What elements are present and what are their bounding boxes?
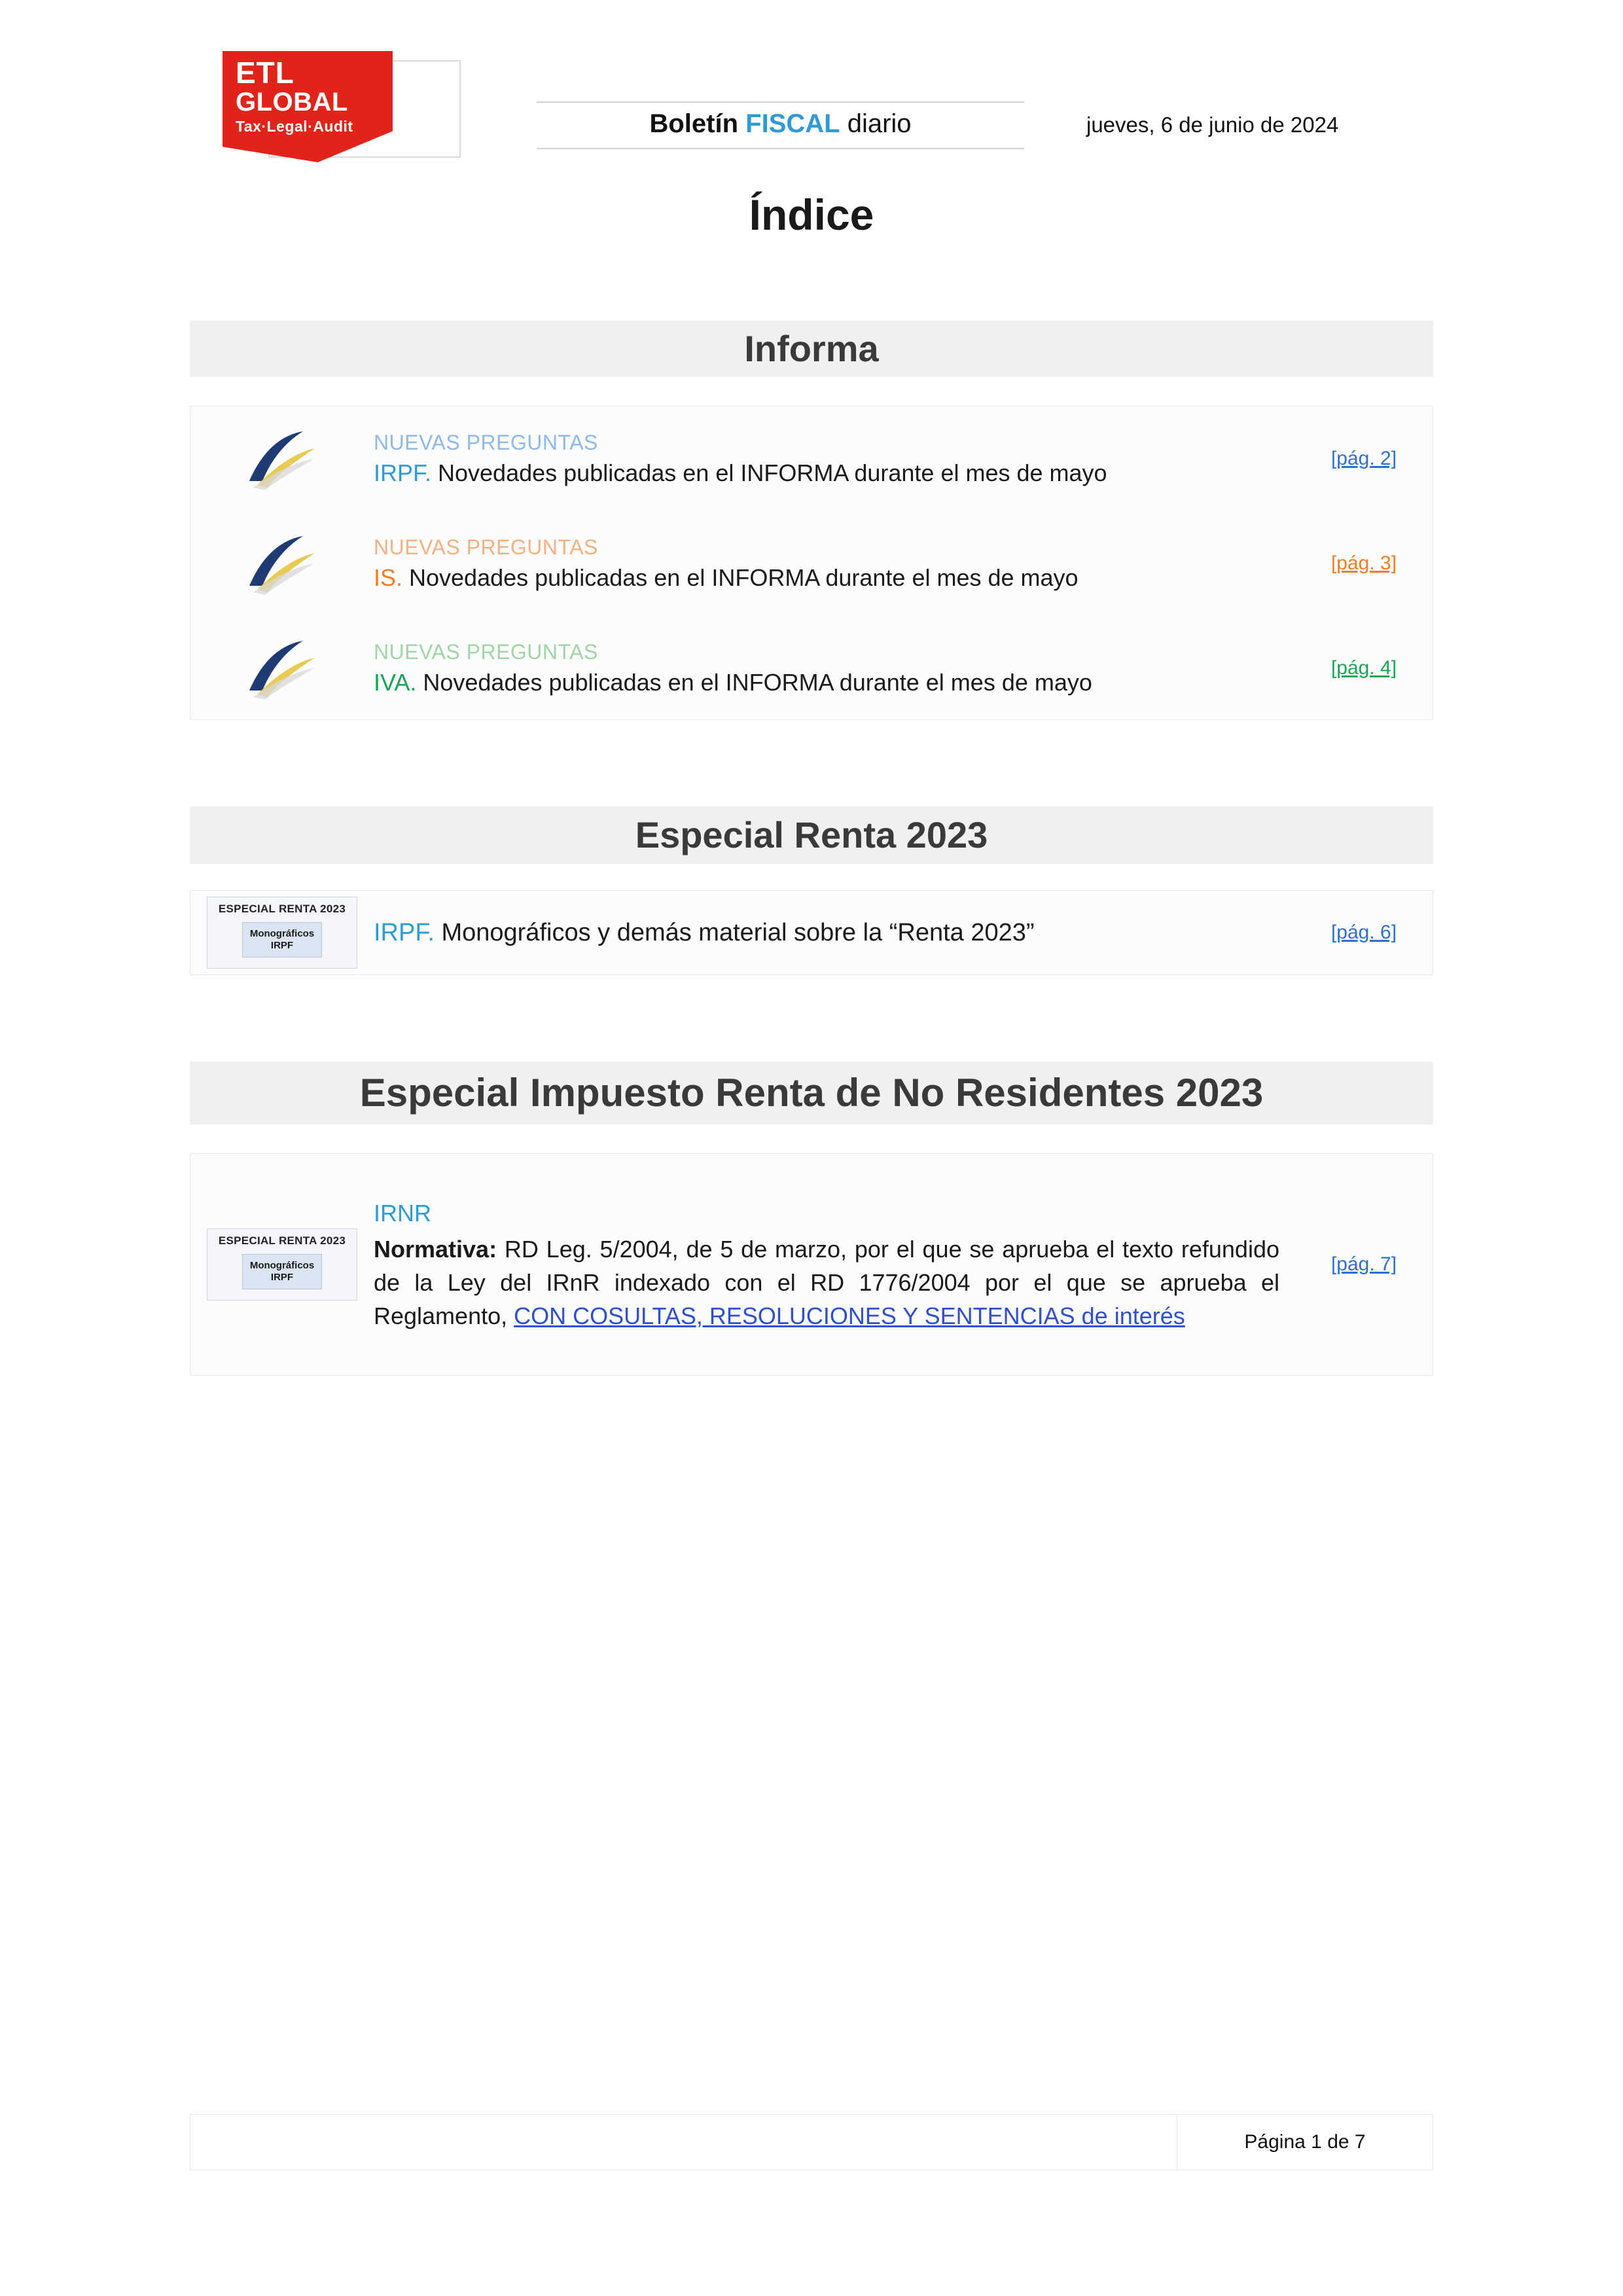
page-title: Índice: [749, 190, 874, 239]
entry-body: RD Leg. 5/2004, de 5 de marzo, por el que se aprueba el texto refundido de la Ley del IRnR indexado con el RD 1776/2004 por el que se aprueba el Reglamento,: [374, 1235, 1279, 1330]
page-link[interactable]: [pág. 3]: [1330, 552, 1397, 574]
index-entry-text: [374, 1196, 1295, 1333]
index-entry-irpf-renta[interactable]: [190, 891, 1433, 975]
index-entry-text: [374, 429, 1295, 489]
entry-tag: IVA.: [374, 668, 417, 696]
index-entry-irnr[interactable]: [190, 1154, 1433, 1375]
page-link[interactable]: [pág. 2]: [1330, 448, 1397, 469]
section-heading-renta: Especial Renta 2023: [190, 806, 1433, 864]
page-link[interactable]: [pág. 7]: [1330, 1253, 1397, 1275]
index-entry-irpf-informa[interactable]: [190, 406, 1433, 511]
aeat-logo-icon: [190, 425, 374, 493]
document-footer: [190, 2114, 1433, 2170]
thumb-box-line1: Monográficos: [249, 928, 315, 939]
logo-tagline-text: Tax·Legal·Audit: [236, 118, 353, 135]
bulletin-title-prefix: Boletín: [649, 109, 746, 138]
entry-link[interactable]: CON COSULTAS, RESOLUCIONES Y SENTENCIAS de interés: [514, 1302, 1185, 1330]
entry-page-ref[interactable]: [1295, 922, 1433, 944]
entry-page-ref[interactable]: [1295, 657, 1433, 679]
index-entry-iva-informa[interactable]: [190, 616, 1433, 721]
entry-page-ref[interactable]: [1295, 1253, 1433, 1276]
thumb-box-line1: Monográficos: [249, 1260, 315, 1271]
entry-body: Monográficos y demás material sobre la “Renta 2023”: [434, 918, 1035, 946]
aeat-logo-icon: [190, 529, 374, 598]
section-heading-informa: Informa: [190, 321, 1433, 377]
page-link[interactable]: [pág. 6]: [1330, 922, 1397, 943]
entry-kicker: NUEVAS PREGUNTAS: [374, 639, 598, 664]
entry-page-ref[interactable]: [1295, 552, 1433, 575]
entry-tag: IRPF.: [374, 459, 432, 486]
thumb-box-line2: IRPF: [270, 1272, 294, 1283]
thumb-box-line2: IRPF: [270, 940, 294, 951]
entry-tag: IS.: [374, 564, 403, 591]
header-date: jueves, 6 de junio de 2024: [1086, 113, 1339, 137]
section-card-irnr: [190, 1153, 1433, 1376]
entry-kicker: NUEVAS PREGUNTAS: [374, 535, 598, 559]
bulletin-title-accent: FISCAL: [745, 109, 840, 138]
section-card-informa: [190, 406, 1433, 720]
entry-body: Novedades publicadas en el INFORMA durante el mes de mayo: [402, 564, 1079, 591]
index-entry-text: [374, 534, 1295, 594]
monografico-thumbnail-icon: [190, 1229, 374, 1300]
index-entry-is-informa[interactable]: [190, 511, 1433, 616]
entry-tag: IRPF.: [374, 918, 435, 946]
logo-etl-text: ETL: [236, 56, 294, 90]
document-header: [190, 39, 1433, 157]
bulletin-title: [537, 101, 1024, 149]
index-entry-text: [374, 919, 1295, 947]
aeat-logo-icon: [190, 634, 374, 702]
section-heading-irnr: Especial Impuesto Renta de No Residentes 2023: [190, 1062, 1433, 1124]
section-card-renta: [190, 890, 1433, 975]
etl-global-logo: [190, 46, 465, 160]
thumb-title: ESPECIAL RENTA 2023: [218, 903, 346, 915]
page-link[interactable]: [pág. 4]: [1330, 657, 1397, 679]
logo-global-text: GLOBAL: [236, 88, 348, 117]
entry-title: IRNR: [374, 1199, 431, 1227]
bulletin-title-suffix: diario: [840, 109, 912, 138]
monografico-thumbnail-icon: [190, 897, 374, 969]
footer-page-number: Página 1 de 7: [1177, 2115, 1433, 2170]
entry-label: Normativa:: [374, 1235, 497, 1263]
entry-body: Novedades publicadas en el INFORMA durante el mes de mayo: [416, 668, 1092, 696]
entry-page-ref[interactable]: [1295, 448, 1433, 470]
entry-body: Novedades publicadas en el INFORMA durante el mes de mayo: [431, 459, 1107, 486]
entry-kicker: NUEVAS PREGUNTAS: [374, 430, 598, 454]
thumb-title: ESPECIAL RENTA 2023: [218, 1234, 346, 1247]
index-entry-text: [374, 639, 1295, 698]
